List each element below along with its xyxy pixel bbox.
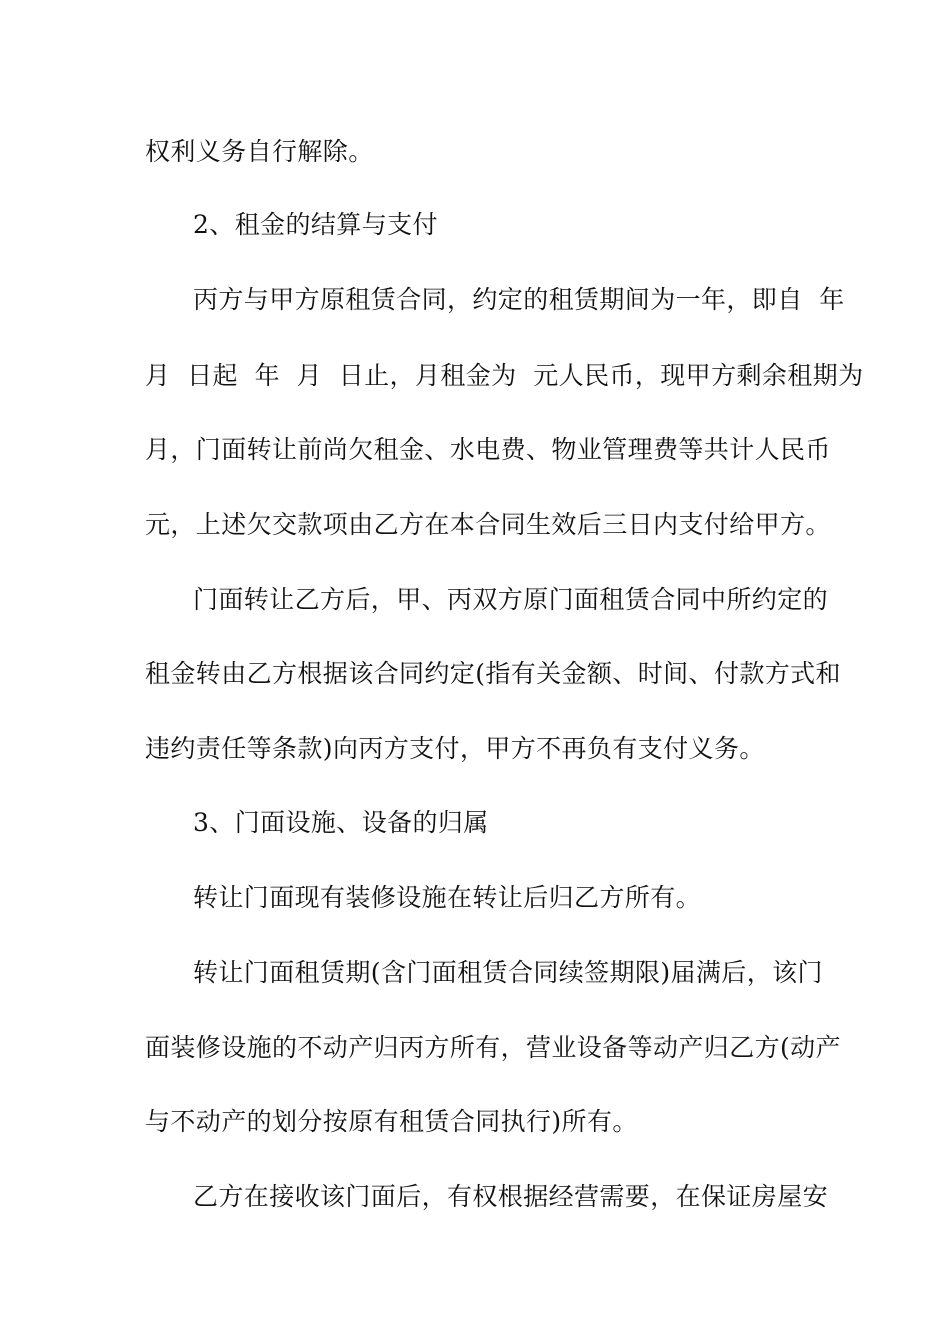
- paragraph-line: 租金转由乙方根据该合同约定(指有关金额、时间、付款方式和: [145, 659, 841, 688]
- section-heading: 3、门面设施、设备的归属: [193, 808, 489, 837]
- section-heading: 2、租金的结算与支付: [193, 210, 438, 239]
- paragraph-line: 转让门面现有装修设施在转让后归乙方所有。: [193, 883, 702, 912]
- paragraph-line: 违约责任等条款)向丙方支付，甲方不再负有支付义务。: [145, 734, 765, 763]
- paragraph-line: 门面转让乙方后，甲、丙双方原门面租赁合同中所约定的: [193, 585, 829, 614]
- paragraph-line: 与不动产的划分按原有租赁合同执行)所有。: [145, 1107, 638, 1136]
- paragraph-line: 转让门面租赁期(含门面租赁合同续签期限)届满后，该门: [193, 958, 823, 987]
- paragraph-line: 月 日起 年 月 日止，月租金为 元人民币，现甲方剩余租期为: [145, 361, 864, 390]
- paragraph-line: 元，上述欠交款项由乙方在本合同生效后三日内支付给甲方。: [145, 510, 831, 539]
- paragraph-line: 月，门面转让前尚欠租金、水电费、物业管理费等共计人民币: [145, 435, 831, 464]
- paragraph-line: 权利义务自行解除。: [145, 137, 374, 166]
- paragraph-line: 面装修设施的不动产归丙方所有，营业设备等动产归乙方(动产: [145, 1033, 841, 1062]
- paragraph-line: 乙方在接收该门面后，有权根据经营需要，在保证房屋安: [193, 1182, 829, 1211]
- paragraph-line: 丙方与甲方原租赁合同，约定的租赁期间为一年，即自 年: [193, 285, 845, 314]
